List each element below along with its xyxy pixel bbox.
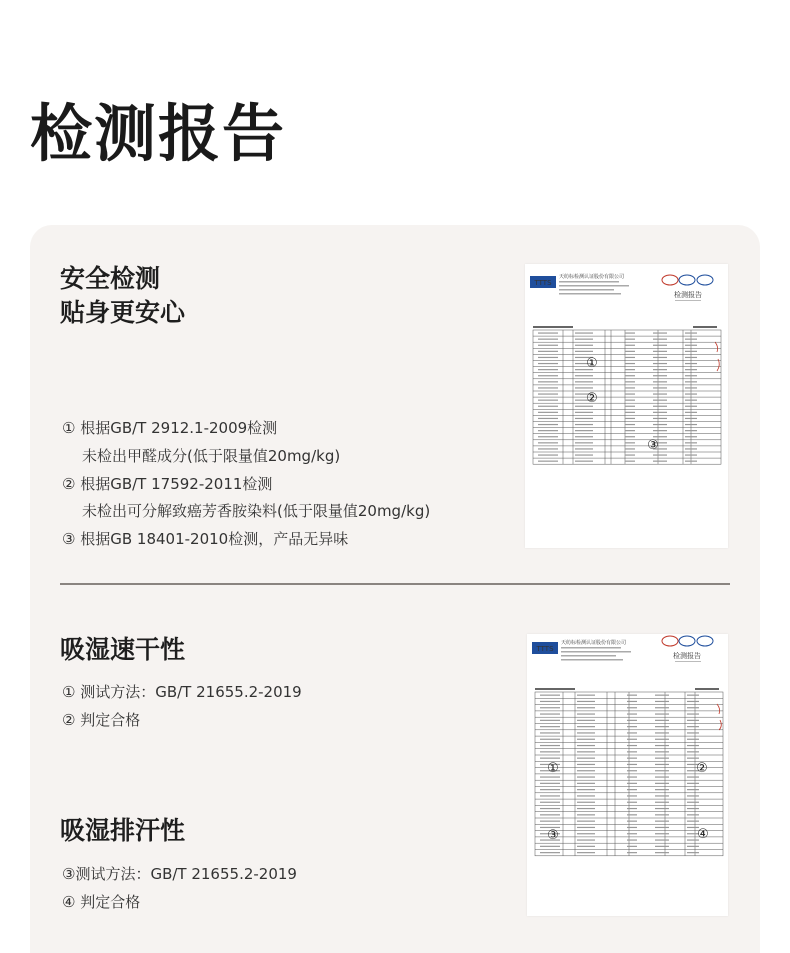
report-table-cell-text — [627, 783, 637, 784]
report-table-cell-text — [575, 424, 593, 425]
report-table-cell-text — [687, 739, 699, 740]
report-table-cell-text — [685, 345, 697, 346]
report-table-cell-text — [625, 345, 635, 346]
report-table-cell-text — [627, 789, 637, 790]
report-table-cell-text — [538, 400, 558, 401]
report1-logo: TTTS — [534, 279, 552, 287]
report-table-cell-text — [538, 339, 558, 340]
report-table-cell-text — [538, 345, 558, 346]
report-table-cell-text — [627, 758, 637, 759]
report-table-cell-text — [577, 751, 595, 752]
report-table-cell-text — [538, 454, 558, 455]
report-table-cell-text — [575, 430, 593, 431]
report-table-cell-text — [538, 430, 558, 431]
report-table-cell-text — [577, 745, 595, 746]
report-table-cell-text — [577, 802, 595, 803]
report-table-cell-text — [627, 846, 637, 847]
report-table-cell-text — [625, 430, 635, 431]
report-table-cell-text — [577, 770, 595, 771]
report-table-cell-text — [687, 707, 699, 708]
report-table-cell-text — [687, 701, 699, 702]
safety-item-2-detail: 未检出可分解致癌芳香胺染料(低于限量值20mg/kg) — [82, 502, 431, 520]
report-table-cell-text — [655, 745, 669, 746]
report-table-cell-text — [655, 739, 669, 740]
report-table-cell-text — [685, 332, 697, 333]
report-table-cell-text — [655, 789, 669, 790]
report-table-cell-text — [627, 770, 637, 771]
report-table-cell-text — [577, 707, 595, 708]
report-table-cell-text — [575, 448, 593, 449]
report-table-cell-text — [577, 839, 595, 840]
report-table-cell-text — [653, 387, 667, 388]
report-table-cell-text — [687, 802, 699, 803]
report-table-cell-text — [655, 846, 669, 847]
report-table-cell-text — [655, 751, 669, 752]
report-table-cell-text — [538, 369, 558, 370]
report-table-cell-text — [627, 833, 637, 834]
report-table-cell-text — [577, 720, 595, 721]
report-table-cell-text — [685, 461, 697, 462]
report-table-cell-text — [538, 332, 558, 333]
report-table-cell-text — [538, 381, 558, 382]
report-table-cell-text — [687, 783, 699, 784]
report-table-cell-text — [653, 332, 667, 333]
report-table-cell-text — [577, 764, 595, 765]
report-table-cell-text — [540, 814, 560, 815]
report-table-cell-text — [627, 751, 637, 752]
report-table-cell-text — [655, 802, 669, 803]
report-table-cell-text — [653, 454, 667, 455]
sweat-item-2: ④ 判定合格 — [62, 893, 141, 911]
report-table-cell-text — [627, 739, 637, 740]
report-table-cell-text — [538, 412, 558, 413]
report-table-cell-text — [575, 332, 593, 333]
report-table-cell-text — [540, 852, 560, 853]
report-table-cell-text — [687, 852, 699, 853]
report-table-cell-text — [655, 839, 669, 840]
report-table-cell-text — [540, 802, 560, 803]
report-table-cell-text — [655, 827, 669, 828]
report-table-cell-text — [625, 363, 635, 364]
report-table-cell-text — [685, 369, 697, 370]
report-table-cell-text — [685, 381, 697, 382]
safety-title-line2: 贴身更安心 — [60, 298, 186, 327]
moisture-item-1: ① 测试方法：GB/T 21655.2-2019 — [62, 683, 302, 701]
report-table-cell-text — [538, 393, 558, 394]
moisture-item-2: ② 判定合格 — [62, 711, 141, 729]
report-table-cell-text — [687, 808, 699, 809]
report-table-cell-text — [653, 351, 667, 352]
report-table-cell-text — [655, 764, 669, 765]
report-table-cell-text — [655, 726, 669, 727]
report-table-cell-text — [538, 461, 558, 462]
report-table-cell-text — [687, 821, 699, 822]
report-table-cell-text — [577, 846, 595, 847]
sweat-title: 吸湿排汗性 — [60, 816, 186, 845]
report-table-cell-text — [685, 357, 697, 358]
report-table-cell-text — [627, 695, 637, 696]
report-table-cell-text — [575, 351, 593, 352]
report-table-cell-text — [685, 430, 697, 431]
report-table-cell-text — [577, 739, 595, 740]
report-table-cell-text — [625, 400, 635, 401]
section-divider — [60, 583, 730, 585]
report1-org: 天纺标检测认证股份有限公司 — [559, 274, 625, 280]
report-table-cell-text — [625, 381, 635, 382]
report-table-cell-text — [653, 393, 667, 394]
report-table-cell-text — [625, 393, 635, 394]
report-table-cell-text — [687, 726, 699, 727]
report-table-cell-text — [540, 713, 560, 714]
report-table-cell-text — [655, 833, 669, 834]
report-table-cell-text — [627, 814, 637, 815]
report-table-cell-text — [577, 713, 595, 714]
safety-title-line1: 安全检测 — [60, 264, 161, 293]
sweat-item-1: ③测试方法：GB/T 21655.2-2019 — [62, 865, 297, 883]
report-table-cell-text — [655, 795, 669, 796]
report-table-cell-text — [687, 846, 699, 847]
report-table-cell-text — [653, 400, 667, 401]
report2-org: 天纺标检测认证股份有限公司 — [561, 640, 627, 646]
report-table-cell-text — [625, 442, 635, 443]
report-table-cell-text — [538, 363, 558, 364]
report-table-cell-text — [653, 424, 667, 425]
report-table-cell-text — [575, 461, 593, 462]
report-table-cell-text — [540, 720, 560, 721]
report-table-cell-text — [577, 852, 595, 853]
report-table-cell-text — [653, 412, 667, 413]
report-table-cell-text — [577, 726, 595, 727]
report-table-cell-text — [687, 713, 699, 714]
report-table-cell-text — [540, 745, 560, 746]
report-table-cell-text — [577, 789, 595, 790]
report-table-cell-text — [625, 436, 635, 437]
report-table-cell-text — [625, 406, 635, 407]
report-table-cell-text — [540, 701, 560, 702]
report-table-cell-text — [540, 751, 560, 752]
report-table-cell-text — [627, 713, 637, 714]
report-table-cell-text — [627, 821, 637, 822]
report-table-cell-text — [627, 726, 637, 727]
report-table-cell-text — [575, 339, 593, 340]
report-table-cell-text — [687, 776, 699, 777]
safety-item-3: ③ 根据GB 18401-2010检测，产品无异味 — [62, 530, 349, 548]
moisture-title: 吸湿速干性 — [60, 635, 186, 664]
report1-marker-3: ③ — [647, 438, 659, 453]
report-table-cell-text — [655, 770, 669, 771]
report-table-cell-text — [685, 363, 697, 364]
report-table-cell-text — [627, 827, 637, 828]
report-table-cell-text — [627, 745, 637, 746]
report1-heading: 检测报告 — [674, 291, 702, 299]
report-table-cell-text — [577, 695, 595, 696]
report-table-cell-text — [655, 783, 669, 784]
report-table-cell-text — [653, 369, 667, 370]
report-table-cell-text — [540, 846, 560, 847]
report-table-cell-text — [685, 454, 697, 455]
report-table-cell-text — [577, 795, 595, 796]
report-table-cell-text — [577, 732, 595, 733]
report-table-cell-text — [627, 776, 637, 777]
report-table-cell-text — [653, 375, 667, 376]
report-table-cell-text — [575, 387, 593, 388]
report-table-cell-text — [575, 436, 593, 437]
report-table-cell-text — [687, 745, 699, 746]
report-table-cell-text — [538, 387, 558, 388]
report-table-cell-text — [538, 351, 558, 352]
report-table-cell-text — [653, 357, 667, 358]
report-table-cell-text — [653, 461, 667, 462]
report-table-cell-text — [577, 833, 595, 834]
report-table-cell-text — [540, 732, 560, 733]
report-table-cell-text — [655, 701, 669, 702]
report-table-cell-text — [627, 795, 637, 796]
report-table-cell-text — [577, 808, 595, 809]
report-table-cell-text — [685, 424, 697, 425]
report-table-cell-text — [655, 776, 669, 777]
report-table-cell-text — [655, 814, 669, 815]
report-table-cell-text — [655, 852, 669, 853]
report-table-cell-text — [653, 418, 667, 419]
report-table-cell-text — [577, 821, 595, 822]
report-table-cell-text — [625, 461, 635, 462]
report-table-cell-text — [540, 739, 560, 740]
report-table-cell-text — [625, 332, 635, 333]
report-table-cell-text — [625, 454, 635, 455]
report-table-cell-text — [575, 345, 593, 346]
report-table-cell-text — [540, 795, 560, 796]
report-table-cell-text — [625, 412, 635, 413]
report-table-cell-text — [653, 430, 667, 431]
report-table-cell-text — [540, 821, 560, 822]
report-table-cell-text — [687, 789, 699, 790]
report-table-cell-text — [653, 406, 667, 407]
report-table-cell-text — [655, 808, 669, 809]
report-table-cell-text — [625, 387, 635, 388]
report-table-cell-text — [685, 448, 697, 449]
report-table-cell-text — [577, 814, 595, 815]
report-table-cell-text — [625, 375, 635, 376]
report-table-cell-text — [655, 720, 669, 721]
report-table-cell-text — [538, 442, 558, 443]
report-table-cell-text — [538, 418, 558, 419]
report-table-cell-text — [655, 821, 669, 822]
report-table-cell-text — [687, 732, 699, 733]
report-table-cell-text — [538, 357, 558, 358]
report-table-cell-text — [655, 732, 669, 733]
report-table-cell-text — [685, 375, 697, 376]
report-table-cell-text — [627, 720, 637, 721]
report-table-cell-text — [540, 726, 560, 727]
safety-item-1: ① 根据GB/T 2912.1-2009检测 — [62, 419, 278, 437]
report-table-cell-text — [685, 442, 697, 443]
page-title: 检测报告 — [30, 97, 287, 170]
report-table-cell-text — [538, 424, 558, 425]
report-table-cell-text — [685, 418, 697, 419]
report-table-cell-text — [685, 351, 697, 352]
report-table-cell-text — [687, 751, 699, 752]
safety-item-2: ② 根据GB/T 17592-2011检测 — [62, 475, 273, 493]
report2-marker-1: ① — [547, 761, 559, 776]
report-table-cell-text — [577, 776, 595, 777]
report-table-cell-text — [687, 758, 699, 759]
report-table-cell-text — [540, 758, 560, 759]
report-table-cell-text — [577, 701, 595, 702]
report-table-cell-text — [575, 418, 593, 419]
report-table-cell-text — [625, 357, 635, 358]
report1-marker-1: ① — [586, 356, 598, 371]
report-table-cell-text — [625, 369, 635, 370]
report-table-cell-text — [685, 387, 697, 388]
report-table-cell-text — [685, 406, 697, 407]
report-table-cell-text — [577, 827, 595, 828]
report2-marker-3: ③ — [547, 828, 559, 843]
test-report-image-2 — [527, 634, 728, 916]
safety-item-1-detail: 未检出甲醛成分(低于限量值20mg/kg) — [82, 447, 341, 465]
report-table-cell-text — [627, 732, 637, 733]
report2-marker-2: ② — [696, 761, 708, 776]
report2-heading: 检测报告 — [673, 652, 701, 660]
report-table-cell-text — [685, 400, 697, 401]
report-table-cell-text — [687, 695, 699, 696]
report-table-cell-text — [540, 789, 560, 790]
report-table-cell-text — [655, 707, 669, 708]
report-table-cell-text — [575, 375, 593, 376]
report-table-cell-text — [540, 808, 560, 809]
report-table-cell-text — [575, 381, 593, 382]
report2-marker-4: ④ — [697, 827, 709, 842]
report-table-cell-text — [538, 448, 558, 449]
report-table-cell-text — [685, 412, 697, 413]
report-table-cell-text — [540, 783, 560, 784]
report-table-cell-text — [685, 393, 697, 394]
report-table-cell-text — [575, 442, 593, 443]
report-table-cell-text — [653, 345, 667, 346]
report-table-cell-text — [685, 436, 697, 437]
report-table-cell-text — [540, 695, 560, 696]
test-report-image-1 — [525, 264, 728, 548]
report-table-cell-text — [687, 795, 699, 796]
report-table-cell-text — [627, 701, 637, 702]
report-table-cell-text — [627, 808, 637, 809]
report-table-cell-text — [577, 758, 595, 759]
report-table-cell-text — [653, 381, 667, 382]
report-table-cell-text — [687, 814, 699, 815]
report-table-cell-text — [575, 454, 593, 455]
report-table-cell-text — [625, 424, 635, 425]
report-table-cell-text — [685, 339, 697, 340]
report-table-cell-text — [625, 448, 635, 449]
report-table-cell-text — [627, 707, 637, 708]
report-table-cell-text — [538, 436, 558, 437]
report-table-cell-text — [655, 713, 669, 714]
report-table-cell-text — [627, 839, 637, 840]
report-table-cell-text — [687, 720, 699, 721]
report-table-cell-text — [538, 406, 558, 407]
report-table-cell-text — [538, 375, 558, 376]
report-table-cell-text — [575, 412, 593, 413]
report-table-cell-text — [627, 764, 637, 765]
report-table-cell-text — [655, 758, 669, 759]
report-table-cell-text — [625, 351, 635, 352]
report-table-cell-text — [653, 339, 667, 340]
report-table-cell-text — [540, 707, 560, 708]
report-table-cell-text — [627, 852, 637, 853]
report2-logo: TTTS — [536, 645, 554, 653]
report-table-cell-text — [577, 783, 595, 784]
report-table-cell-text — [655, 695, 669, 696]
report-table-cell-text — [625, 339, 635, 340]
report-table-cell-text — [540, 776, 560, 777]
report1-marker-2: ② — [586, 391, 598, 406]
report-table-cell-text — [653, 363, 667, 364]
report-table-cell-text — [625, 418, 635, 419]
report-table-cell-text — [627, 802, 637, 803]
